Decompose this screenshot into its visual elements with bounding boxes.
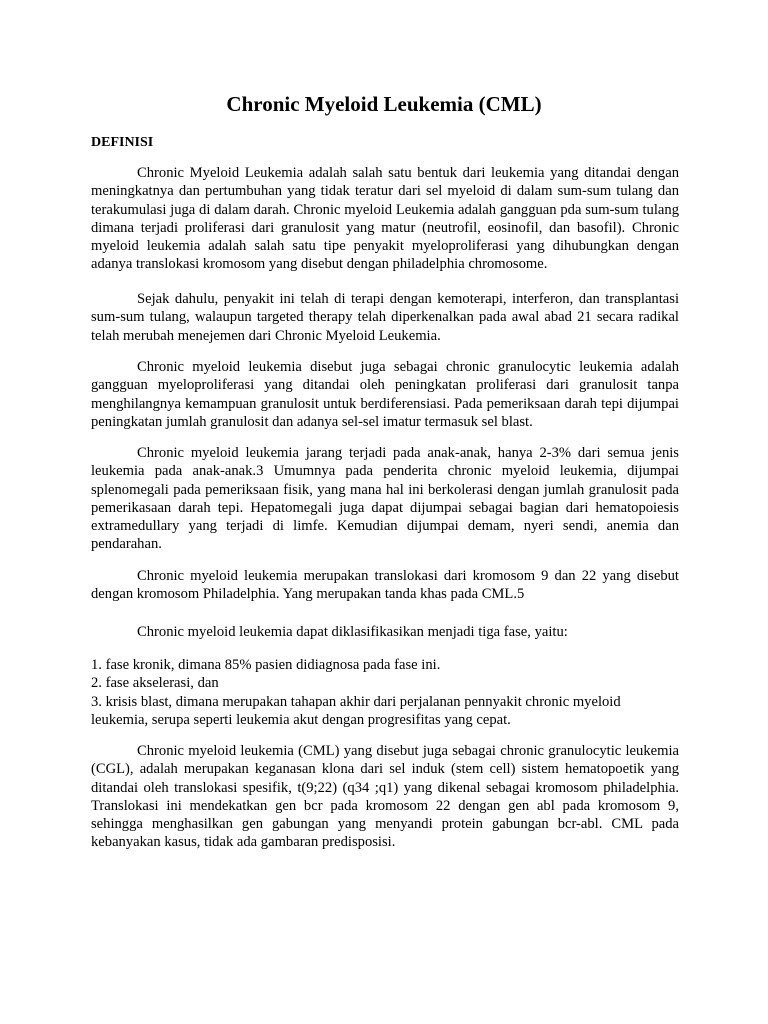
phases-list xyxy=(91,656,679,729)
paragraph-granulocytic: Chronic myeloid leukemia disebut juga sebagai chronic granulocytic leukemia adalah gangguan myeloproliferasi yang ditandai oleh peningkatan proliferasi dari granulosit tanpa menghilangnya kemampuan granulosit untuk berdiferensiasi. Pada pemeriksaan darah tepi dijumpai peningkatan jumlah granulosit dan adanya sel-sel imatur termasuk sel blast. xyxy=(91,359,679,430)
phase-item-blast: 3. krisis blast, dimana merupakan tahapan akhir dari perjalanan pennyakit chronic myeloid leukemia, serupa seperti leukemia akut dengan progresifitas yang cepat. xyxy=(91,693,621,728)
paragraph-definition: Chronic Myeloid Leukemia adalah salah satu bentuk dari leukemia yang ditandai dengan meningkatnya dan pertumbuhan yang tidak teratur dari sel myeloid di dalam sum-sum tulang dan terakumulasi juga di dalam darah. Chronic myeloid Leukemia adalah gangguan pda sum-sum tulang dimana terjadi proliferasi dari granulosit yang matur (neutrofil, eosinofil, dan basofil). Chronic myeloid leukemia adalah salah satu tipe penyakit myeloproliferasi yang dihubungkan dengan adanya translokasi kromosom yang disebut dengan philadelphia chromosome. xyxy=(91,165,679,273)
paragraph-translocation: Chronic myeloid leukemia merupakan translokasi dari kromosom 9 dan 22 yang disebut dengan kromosom Philadelphia. Yang merupakan tanda khas pada CML.5 xyxy=(91,568,679,603)
phase-item-chronic: 1. fase kronik, dimana 85% pasien didiagnosa pada fase ini. xyxy=(91,657,441,673)
paragraph-closing: Chronic myeloid leukemia (CML) yang disebut juga sebagai chronic granulocytic leukemia (CGL), adalah merupakan keganasan klona dari sel induk (stem cell) sistem hematopoetik yang ditandai oleh translokasi spesifik, t(9;22) (q34 ;q1) yang dikenal sebagai kromosom philadelphia. Translokasi ini mendekatkan gen bcr pada kromosom 22 dengan gen abl pada kromosom 9, sehingga menghasilkan gen gabungan yang menyandi protein gabungan bcr-abl. CML pada kebanyakan kasus, tidak ada gambaran predisposisi. xyxy=(91,743,679,851)
paragraph-therapy: Sejak dahulu, penyakit ini telah di terapi dengan kemoterapi, interferon, dan transplantasi sum-sum tulang, walaupun targeted therapy telah diperkenalkan pada awal abad 21 secara radikal telah merubah menejemen dari Chronic Myeloid Leukemia. xyxy=(91,291,679,344)
document-title: Chronic Myeloid Leukemia (CML) xyxy=(226,92,542,116)
paragraph-phases-intro: Chronic myeloid leukemia dapat diklasifikasikan menjadi tiga fase, yaitu: xyxy=(137,624,568,640)
section-heading: DEFINISI xyxy=(91,135,154,150)
paragraph-children: Chronic myeloid leukemia jarang terjadi pada anak-anak, hanya 2-3% dari semua jenis leukemia pada anak-anak.3 Umumnya pada penderita chronic myeloid leukemia, dijumpai splenomegali pada pemeriksaan fisik, yang mana hal ini berkolerasi dengan jumlah granulosit pada pemerikasaan darah tepi. Hepatomegali juga dapat dijumpai sebagai bagian dari hematopoiesis extramedullary yang terjadi di limfe. Kemudian dijumpai demam, nyeri sendi, anemia dan pendarahan. xyxy=(91,445,679,553)
phase-item-accelerated: 2. fase akselerasi, dan xyxy=(91,675,219,692)
